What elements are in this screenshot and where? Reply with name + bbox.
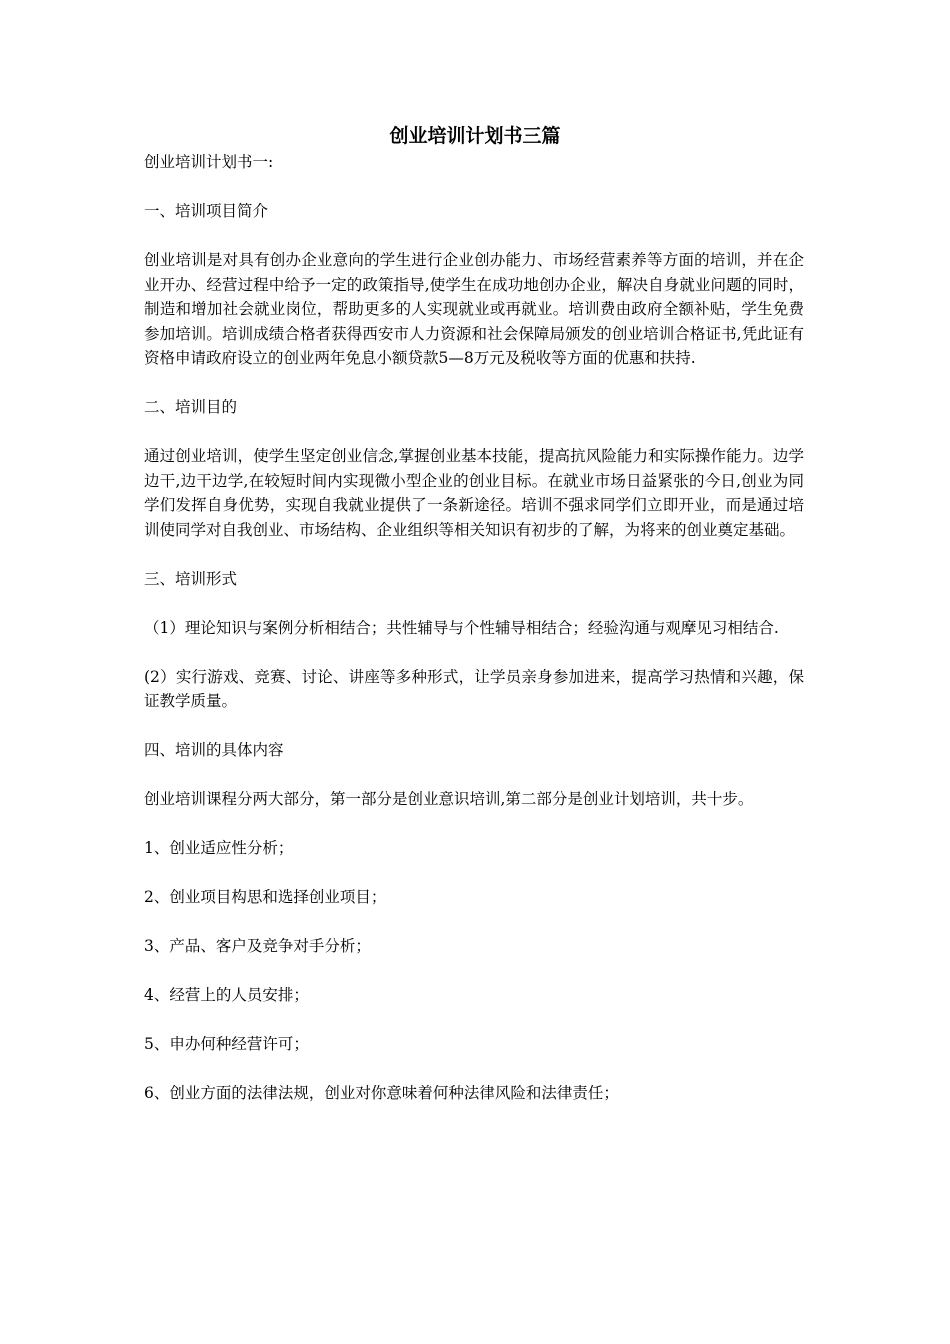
content-step: 1、创业适应性分析； [144,839,294,857]
format-item-1: （1）理论知识与案例分析相结合；共性辅导与个性辅导相结合；经验沟通与观摩见习相结合. [144,618,779,637]
section-heading-format: 三、培训形式 [144,569,238,588]
spacer [144,371,804,396]
spacer [144,959,804,984]
spacer [144,591,804,616]
content-step: 6、创业方面的法律法规，创业对你意味着何种法律风险和法律责任； [144,1084,619,1102]
document-title: 创业培训计划书三篇 [389,125,561,147]
content-step: 3、产品、客户及竞争对手分析； [144,937,371,955]
section-paragraph-intro: 创业培训是对具有创办企业意向的学生进行企业创办能力、市场经营素养等方面的培训，并在企业开办、经营过程中给予一定的政策指导,使学生在成功地创办企业，解决自身就业问题的同时，制造和增加社会就业岗位，帮助更多的人实现就业或再就业。培训费由政府全额补贴，学生免费参加培训。培训成绩合格者获得西安市人力资源和社会保障局颁发的创业培训合格证书,凭此证有资格申请政府设立的创业两年免息小额贷款5—8万元及税收等方面的优惠和扶持. [144,251,804,367]
spacer [144,910,804,935]
spacer [144,420,804,445]
content-step: 5、申办何种经营许可； [144,1035,309,1053]
section-paragraph-purpose: 通过创业培训，使学生坚定创业信念,掌握创业基本技能，提高抗风险能力和实际操作能力。边学边干,边干边学,在较短时间内实现微小型企业的创业目标。在就业市场日益紧张的今日,创业为同学们发挥自身优势，实现自我就业提供了一条新途径。培训不强求同学们立即开业，而是通过培训使同学对自我创业、市场结构、企业组织等相关知识有初步的了解，为将来的创业奠定基础。 [144,447,804,539]
content-step: 4、经营上的人员安排； [144,986,309,1004]
spacer [144,861,804,886]
spacer [144,1008,804,1033]
content-step: 2、创业项目构思和选择创业项目； [144,888,387,906]
section-heading-purpose: 二、培训目的 [144,398,238,416]
section-heading-content: 四、培训的具体内容 [144,741,284,759]
spacer [144,763,804,788]
spacer [144,714,804,739]
document-body [144,150,804,1106]
spacer [144,1057,804,1082]
spacer [144,812,804,837]
spacer [144,542,804,567]
spacer [144,224,804,249]
section-paragraph-content: 创业培训课程分两大部分，第一部分是创业意识培训,第二部分是创业计划培训，共十步。 [144,790,754,808]
spacer [144,175,804,200]
section-heading-intro: 一、培训项目简介 [144,202,269,220]
format-item-2: (2）实行游戏、竞赛、讨论、讲座等多种形式，让学员亲身参加进来，提高学习热情和兴趣，保证教学质量。 [144,667,804,710]
document-subtitle: 创业培训计划书一: [144,153,274,171]
spacer [144,640,804,665]
